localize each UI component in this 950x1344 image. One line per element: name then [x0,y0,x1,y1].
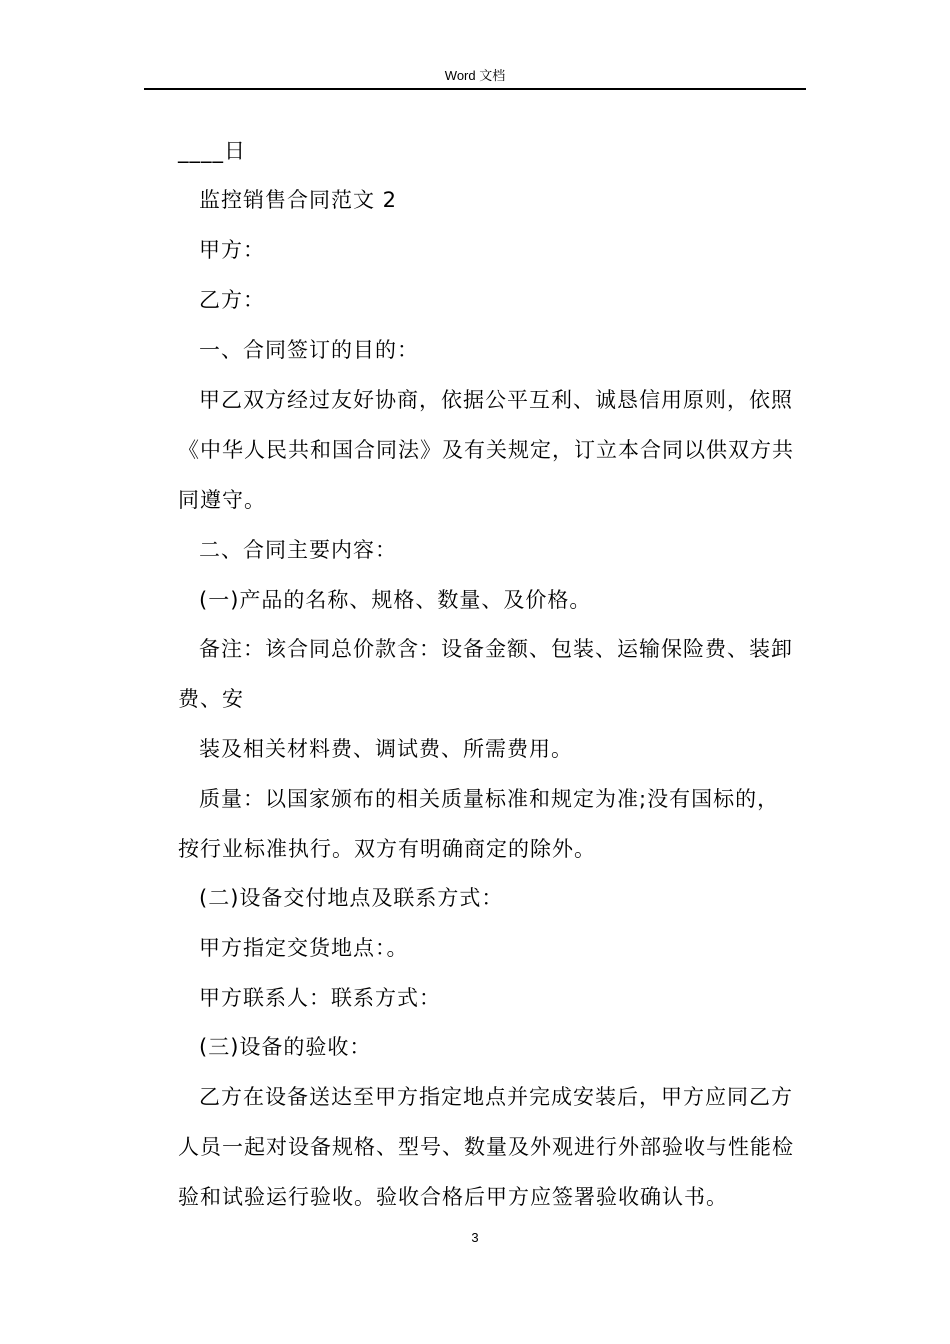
paragraph-line: 验和试验运行验收。验收合格后甲方应签署验收确认书。 [178,1185,728,1209]
header-title: Word 文档 [444,68,506,83]
party-a-line: 甲方： [199,238,265,262]
paragraph-line: 甲方联系人：联系方式： [199,986,441,1010]
section-heading-purpose: 一、合同签订的目的： [199,338,419,362]
paragraph-line: 费、安 [178,687,244,711]
paragraph-line: 备注：该合同总价款含：设备金额、包装、运输保险费、装卸 [199,637,793,661]
date-line: ____日 [178,139,246,163]
subsection-heading-product: (一)产品的名称、规格、数量、及价格。 [199,588,592,612]
paragraph-line: 质量：以国家颁布的相关质量标准和规定为准;没有国标的， [199,787,780,811]
paragraph-line: 甲乙双方经过友好协商，依据公平互利、诚恳信用原则，依照 [199,388,793,412]
section-heading-content: 二、合同主要内容： [199,538,397,562]
paragraph-line: 《中华人民共和国合同法》及有关规定，订立本合同以供双方共 [178,438,794,462]
paragraph-line: 甲方指定交货地点：。 [199,936,409,960]
contract-title: 监控销售合同范文 2 [199,188,398,212]
party-b-line: 乙方： [199,288,265,312]
subsection-heading-acceptance: (三)设备的验收： [199,1035,372,1059]
paragraph-line: 装及相关材料费、调试费、所需费用。 [199,737,573,761]
paragraph-line: 按行业标准执行。双方有明确商定的除外。 [178,837,596,861]
paragraph-line: 人员一起对设备规格、型号、数量及外观进行外部验收与性能检 [178,1135,794,1159]
paragraph-line: 同遵守。 [178,488,266,512]
paragraph-line: 乙方在设备送达至甲方指定地点并完成安装后，甲方应同乙方 [199,1085,793,1109]
page-header [144,66,806,90]
subsection-heading-delivery: (二)设备交付地点及联系方式： [199,886,504,910]
page-number: 3 [471,1230,479,1245]
